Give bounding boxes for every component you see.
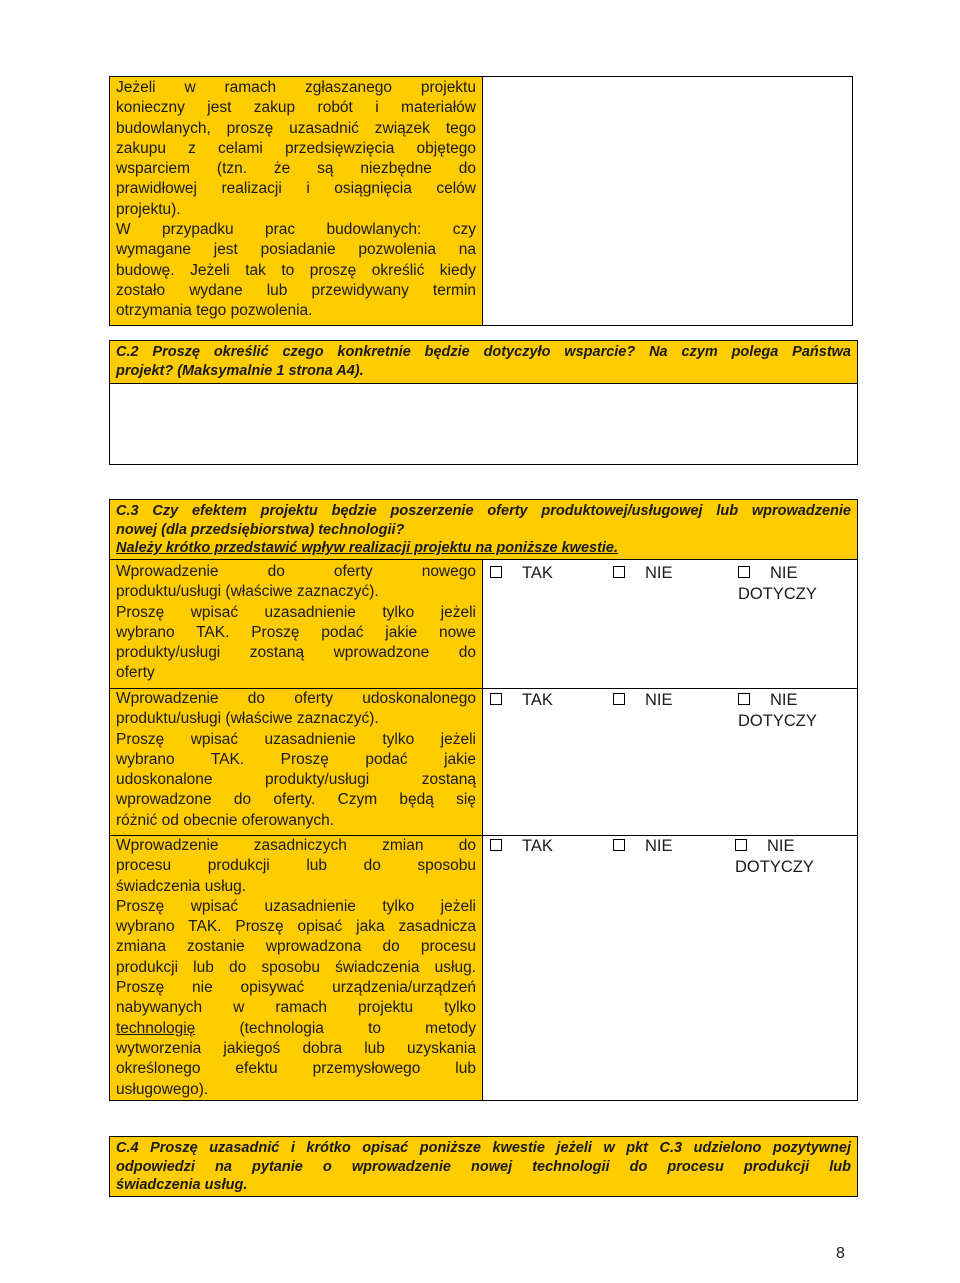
row2-line: udoskonalone produkty/usługi zostaną xyxy=(116,771,476,789)
row3-line: wytworzenia jakiegoś dobra lub uzyskania xyxy=(116,1039,476,1057)
option-nie-dotyczy[interactable] xyxy=(735,836,814,878)
checkbox-icon[interactable] xyxy=(490,693,502,705)
c3-row2-answer xyxy=(482,688,858,836)
c1-text-line: budowę. Jeżeli tak to proszę określić kiedy xyxy=(116,261,476,279)
c1-question-cell xyxy=(109,76,483,326)
c1-answer-cell[interactable] xyxy=(482,76,853,326)
underlined-term: technologię xyxy=(116,1019,196,1037)
option-tak[interactable] xyxy=(490,563,553,584)
row3-line: usługowego). xyxy=(116,1080,209,1098)
checkbox-icon[interactable] xyxy=(613,566,625,578)
checkbox-icon[interactable] xyxy=(490,566,502,578)
c3-title-line1: C.3 Czy efektem projektu będzie poszerzenie oferty produktowej/usługowej lub wprowadzenie xyxy=(116,503,851,519)
row3-line: Proszę wpisać uzasadnienie tylko jeżeli xyxy=(116,897,476,915)
option-label: NIE xyxy=(770,691,798,709)
option-label: TAK xyxy=(522,691,553,709)
option-nie[interactable] xyxy=(613,836,673,857)
option-label: TAK xyxy=(522,564,553,582)
option-label: NIE xyxy=(645,691,673,709)
row1-line: oferty xyxy=(116,664,155,682)
c1-text-line: Jeżeli w ramach zgłaszanego projektu xyxy=(116,79,476,96)
row3-line: określonego efektu przemysłowego lub xyxy=(116,1060,476,1078)
row2-line: produktu/usługi (właściwe zaznaczyć). xyxy=(116,710,379,728)
row1-line: produktu/usługi (właściwe zaznaczyć). xyxy=(116,583,379,601)
c3-row3-question xyxy=(109,835,483,1101)
option-label: NIE xyxy=(767,837,795,855)
c3-title-line2: nowej (dla przedsiębiorstwa) technologii? xyxy=(116,521,405,538)
option-tak[interactable] xyxy=(490,690,553,711)
c3-instruction: Należy krótko przedstawić wpływ realizacji projektu na poniższe kwestie. xyxy=(116,540,619,556)
row3-line: produkcji lub do sposobu świadczenia usług. xyxy=(116,958,476,976)
option-nie-dotyczy[interactable] xyxy=(738,690,817,732)
row2-line: różnić od obecnie oferowanych. xyxy=(116,811,334,829)
c1-text-line: konieczny jest zakup robót i materiałów xyxy=(116,99,476,117)
row3-line-technologie: technologię (technologia to metody xyxy=(116,1019,476,1037)
c1-text-line: zostało wydane lub przewidywany termin xyxy=(116,281,476,299)
row1-line: wybrano TAK. Proszę podać jakie nowe xyxy=(116,623,476,641)
c4-title-line2: odpowiedzi na pytanie o wprowadzenie nowej technologii do procesu produkcji lub xyxy=(116,1158,851,1175)
c1-text-line: prawidłowej realizacji i osiągnięcia celów xyxy=(116,180,476,198)
row3-line: zmiana zostanie wprowadzona do procesu xyxy=(116,938,476,956)
option-label: DOTYCZY xyxy=(738,585,817,603)
row2-line: wprowadzone do oferty. Czym będą się xyxy=(116,791,476,809)
row2-line: wybrano TAK. Proszę podać jakie xyxy=(116,750,476,768)
checkbox-icon[interactable] xyxy=(738,566,750,578)
option-label: TAK xyxy=(522,837,553,855)
row1-line: produkty/usługi zostaną wprowadzone do xyxy=(116,644,476,662)
c2-title-line1: C.2 Proszę określić czego konkretnie będzie dotyczyło wsparcie? Na czym polega Państwa xyxy=(116,344,851,360)
c1-text-line: projektu). xyxy=(116,200,181,218)
c2-answer-box[interactable] xyxy=(109,383,858,465)
option-label: DOTYCZY xyxy=(738,712,817,730)
c4-title-line3: świadczenia usług. xyxy=(116,1177,248,1193)
c1-text-line: wymagane jest posiadanie pozwolenia na xyxy=(116,241,476,259)
row3-line: świadczenia usług. xyxy=(116,877,247,895)
c1-text-line: budowlanych, proszę uzasadnić związek tego xyxy=(116,119,476,137)
checkbox-icon[interactable] xyxy=(613,693,625,705)
c2-title-line2: projekt? (Maksymalnie 1 strona A4). xyxy=(116,362,364,379)
checkbox-icon[interactable] xyxy=(613,839,625,851)
option-nie[interactable] xyxy=(613,690,673,711)
checkbox-icon[interactable] xyxy=(735,839,747,851)
c4-title-line1: C.4 Proszę uzasadnić i krótko opisać poniższe kwestie jeżeli w pkt C.3 udzielono pozytywnej xyxy=(116,1140,851,1156)
option-label: NIE xyxy=(645,837,673,855)
option-tak[interactable] xyxy=(490,836,553,857)
row3-line: procesu produkcji lub do sposobu xyxy=(116,857,476,875)
row3-line: Wprowadzenie zasadniczych zmian do xyxy=(116,837,476,854)
c4-header xyxy=(109,1136,858,1197)
row1-line: Proszę wpisać uzasadnienie tylko jeżeli xyxy=(116,603,476,621)
page-number: 8 xyxy=(836,1245,845,1262)
c1-text-line: zakupu z celami przedsięwzięcia objętego xyxy=(116,139,476,157)
option-label: NIE xyxy=(645,564,673,582)
c1-text-line: wsparciem (tzn. że są niezbędne do xyxy=(116,160,476,178)
row2-line: Wprowadzenie do oferty udoskonalonego xyxy=(116,690,476,707)
row3-line: nabywanych w ramach projektu tylko xyxy=(116,999,476,1017)
c3-row1-answer xyxy=(482,559,858,689)
c1-text-line: otrzymania tego pozwolenia. xyxy=(116,302,313,320)
c3-row2-question xyxy=(109,688,483,836)
checkbox-icon[interactable] xyxy=(738,693,750,705)
row1-line: Wprowadzenie do oferty nowego xyxy=(116,563,476,580)
checkbox-icon[interactable] xyxy=(490,839,502,851)
option-label: NIE xyxy=(770,564,798,582)
row2-line: Proszę wpisać uzasadnienie tylko jeżeli xyxy=(116,730,476,748)
option-nie[interactable] xyxy=(613,563,673,584)
option-nie-dotyczy[interactable] xyxy=(738,563,817,605)
c1-text-line: W przypadku prac budowlanych: czy xyxy=(116,221,476,239)
row3-line: wybrano TAK. Proszę opisać jaka zasadnicza xyxy=(116,918,476,936)
option-label: DOTYCZY xyxy=(735,858,814,876)
c3-row3-answer xyxy=(482,835,858,1101)
c3-row1-question xyxy=(109,559,483,689)
row3-line: Proszę nie opisywać urządzenia/urządzeń xyxy=(116,979,476,997)
c3-header xyxy=(109,499,858,560)
c2-header xyxy=(109,340,858,384)
